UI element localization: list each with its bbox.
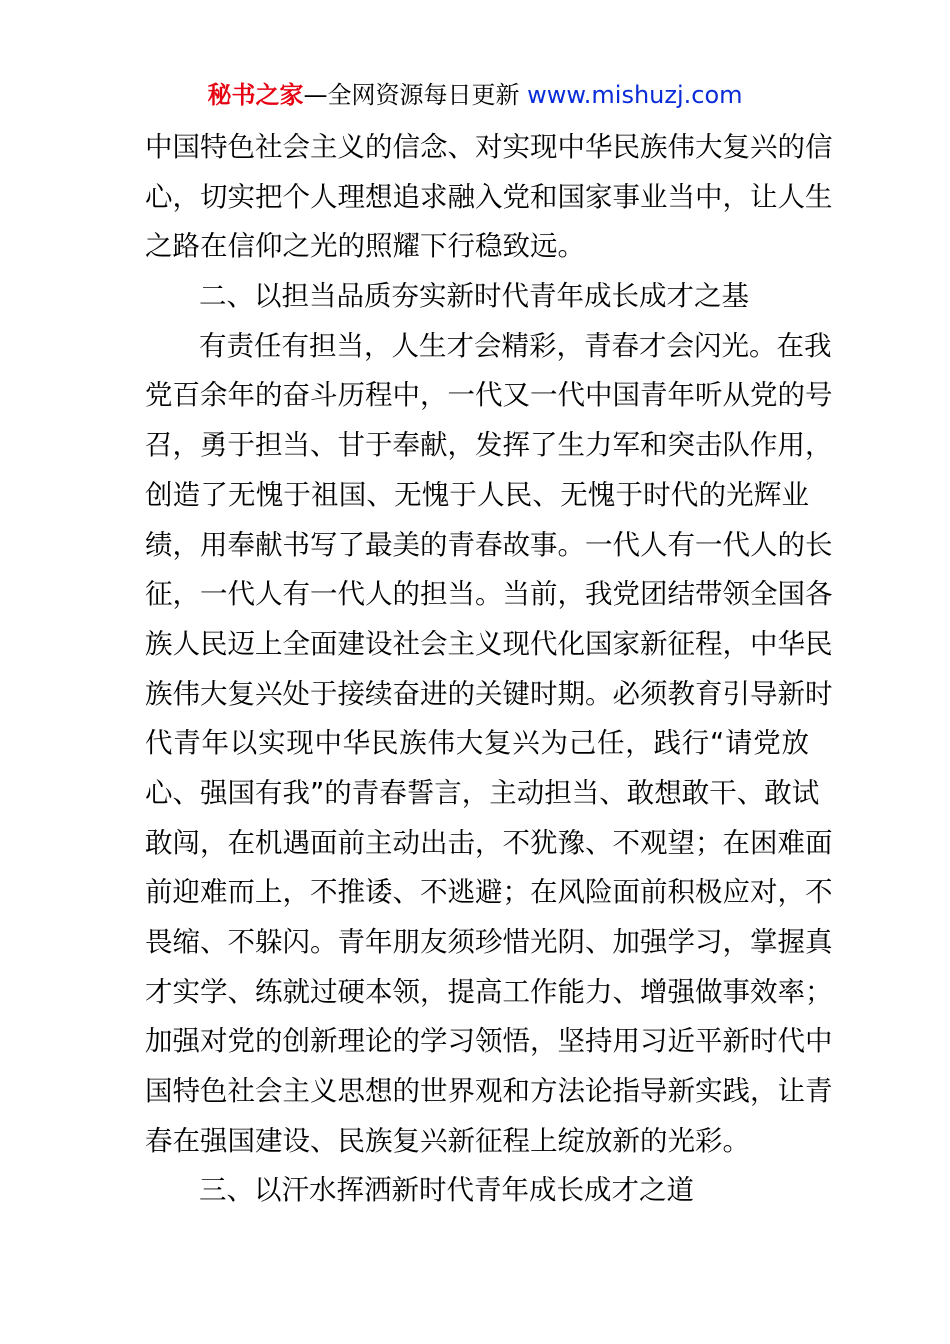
page-header: [0, 78, 950, 112]
body-line: 代青年以实现中华民族伟大复兴为己任，践行“请党放: [145, 727, 809, 760]
body-line: 心、强国有我”的青春誓言，主动担当、敢想敢干、敢试: [145, 776, 820, 809]
body-line: 心，切实把个人理想追求融入党和国家事业当中，让人生: [145, 180, 833, 213]
body-line: 党百余年的奋斗历程中，一代又一代中国青年听从党的号: [145, 379, 833, 412]
paragraph-first-line: 有责任有担当，人生才会精彩，青春才会闪光。在我: [199, 329, 832, 362]
document-body: [145, 123, 833, 1216]
paragraph-end-line: 之路在信仰之光的照耀下行稳致远。: [145, 230, 585, 263]
section-heading: 三、以汗水挥洒新时代青年成长成才之道: [199, 1174, 694, 1207]
body-line: 绩，用奉献书写了最美的青春故事。一代人有一代人的长: [145, 528, 833, 561]
brand-name: 秘书之家: [207, 81, 304, 109]
section-heading: 二、以担当品质夯实新时代青年成长成才之基: [199, 280, 749, 313]
header-tagline: —全网资源每日更新: [303, 81, 520, 109]
body-line: 畏缩、不躲闪。青年朋友须珍惜光阴、加强学习，掌握真: [145, 926, 833, 958]
body-line: 中国特色社会主义的信念、对实现中华民族伟大复兴的信: [145, 131, 833, 163]
body-line: 敢闯，在机遇面前主动出击，不犹豫、不观望；在困难面: [145, 826, 833, 859]
body-line: 加强对党的创新理论的学习领悟，坚持用习近平新时代中: [145, 1025, 833, 1058]
body-line: 才实学、练就过硬本领，提高工作能力、增强做事效率；: [145, 975, 833, 1008]
body-line: 征，一代人有一代人的担当。当前，我党团结带领全国各: [145, 578, 833, 611]
body-line: 创造了无愧于祖国、无愧于人民、无愧于时代的光辉业: [145, 478, 809, 511]
site-url[interactable]: www.mishuzj.com: [527, 81, 743, 109]
body-line: 召，勇于担当、甘于奉献，发挥了生力军和突击队作用，: [145, 429, 833, 462]
body-line: 前迎难而上，不推诿、不逃避；在风险面前积极应对，不: [145, 876, 833, 909]
body-line: 国特色社会主义思想的世界观和方法论指导新实践，让青: [145, 1075, 833, 1108]
body-line: 族伟大复兴处于接续奋进的关键时期。必须教育引导新时: [145, 677, 833, 710]
body-line: 族人民迈上全面建设社会主义现代化国家新征程，中华民: [145, 627, 833, 660]
paragraph-end-line: 春在强国建设、民族复兴新征程上绽放新的光彩。: [145, 1124, 750, 1157]
